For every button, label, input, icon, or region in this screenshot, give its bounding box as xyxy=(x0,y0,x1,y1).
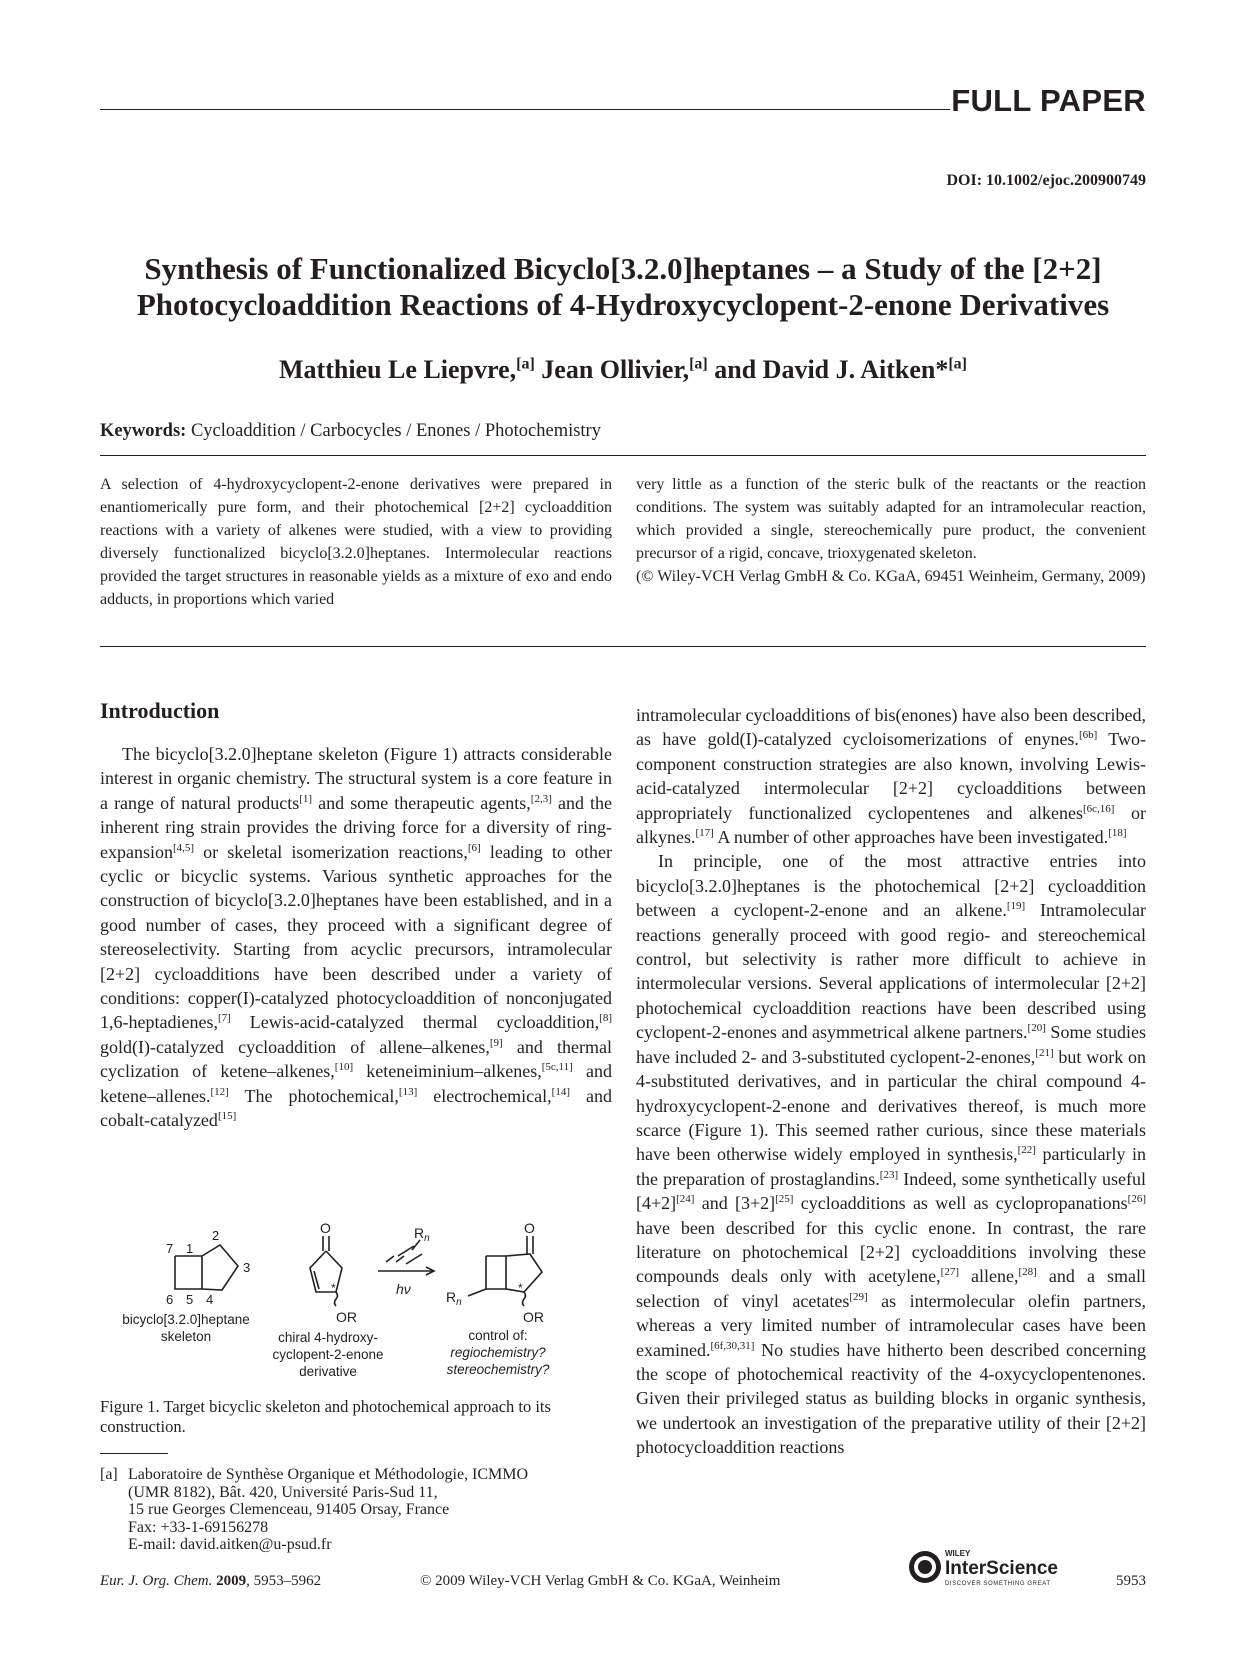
abstract-text-right: very little as a function of the steric bulk of the reactants or the reaction conditions. The system was suitably adapted for an intramolecular reaction, which provided a single, stereochemically pure product, the convenient precursor of a rigid, concave, trioxygenated skeleton. xyxy=(636,476,1146,562)
skeleton-label: bicyclo[3.2.0]heptane xyxy=(122,1312,250,1327)
header-rule xyxy=(100,109,950,110)
footer-copyright: © 2009 Wiley-VCH Verlag GmbH & Co. KGaA, Weinheim xyxy=(420,1573,781,1589)
control-label: control of: xyxy=(468,1328,528,1343)
atom-label: 5 xyxy=(186,1292,194,1307)
chiral-label: derivative xyxy=(299,1364,357,1379)
logo-main-text: InterScience xyxy=(945,1558,1058,1579)
figure-1-caption: Figure 1. Target bicyclic skeleton and photochemical approach to its construction. xyxy=(100,1397,551,1436)
product-cyclopentane xyxy=(506,1254,542,1292)
abstract-bottom-rule xyxy=(100,646,1146,647)
cyclopentane-ring xyxy=(202,1245,238,1290)
rn-label: $R_n$ xyxy=(414,1225,430,1244)
intro-paragraph-continued: intramolecular cycloadditions of bis(enones) have also been described, as have gold(I)-catalyzed cycloisomerizations of enynes.[6b] Two-component construction strategies are also known, involving Lewis-acid-catalyzed intermolecular [2+2] cycloadditions between appropriately functionalized cyclopentenes and alkenes[6c,16] or alkynes.[17] A number of other approaches have been investigated.[18] xyxy=(636,705,1146,848)
keywords-list: Cycloaddition / Carbocycles / Enones / Photochemistry xyxy=(190,421,601,441)
affiliation-mark: [a] xyxy=(948,355,967,373)
footnote-email[interactable]: E-mail: david.aitken@u-psud.fr xyxy=(128,1536,332,1554)
intro-left-column xyxy=(100,742,612,1133)
atom-label: 2 xyxy=(212,1228,220,1243)
figure-1-scheme xyxy=(110,1218,610,1388)
intro-paragraph-1: The bicyclo[3.2.0]heptane skeleton (Figure 1) attracts considerable interest in organic chemistry. The structural system is a core feature in a range of natural products[1] and some therapeutic agents,[2,3] and the inherent ring strain provides the driving force for a diversity of ring-expansion[4,5] or skeletal isomerization reactions,[6] leading to other cyclic or bicyclic systems. Various synthetic approaches for the construction of bicyclo[3.2.0]heptanes have been established, and in a good number of cases, they proceed with a significant degree of stereoselectivity. Starting from acyclic precursors, intramolecular [2+2] cycloadditions have been described under a variety of conditions: copper(I)-catalyzed photocycloaddition of nonconjugated 1,6-heptadienes,[7] Lewis-acid-catalyzed thermal cycloaddition,[8] gold(I)-catalyzed cycloaddition of allene–alkenes,[9] and thermal cyclization of ketene–alkenes,[10] keteneiminium–alkenes,[5c,11] and ketene–allenes.[12] The photochemical,[13] electrochemical,[14] and cobalt-catalyzed[15] xyxy=(100,744,613,1131)
hv-label: hν xyxy=(396,1281,411,1297)
keywords-label: Keywords: xyxy=(100,421,187,441)
abstract-left xyxy=(100,473,612,611)
atom-label: 1 xyxy=(186,1241,194,1256)
interscience-logo xyxy=(905,1543,1065,1591)
author-name[interactable]: and David J. Aitken* xyxy=(714,355,949,384)
chiral-label: chiral 4-hydroxy- xyxy=(278,1330,378,1345)
footnote-line: Fax: +33-1-69156278 xyxy=(128,1518,269,1536)
abstract-text-left: A selection of 4-hydroxycyclopent-2-enone derivatives were prepared in enantiomerically pure form, and their photochemical [2+2] cycloaddition reactions with a variety of alkenes were studied, with a view to providing diversely functionalized bicyclo[3.2.0]heptanes. Intermolecular reactions provided the target structures in reasonable yields as a mixture of exo and endo adducts, in proportions which varied xyxy=(100,476,612,608)
article-title xyxy=(100,251,1146,323)
logo-tagline: DISCOVER SOMETHING GREAT xyxy=(945,1581,1051,1587)
author-name[interactable]: Matthieu Le Liepvre, xyxy=(279,355,517,384)
abstract-copyright: (© Wiley-VCH Verlag GmbH & Co. KGaA, 69451 Weinheim, Germany, 2009) xyxy=(636,568,1146,585)
logo-top-text: WILEY xyxy=(945,1549,971,1558)
control-label: stereochemistry? xyxy=(446,1362,550,1377)
skeleton-label: skeleton xyxy=(160,1329,212,1344)
oxygen-label: O xyxy=(320,1220,331,1236)
affiliation-mark: [a] xyxy=(516,355,535,373)
section-heading-introduction: Introduction xyxy=(100,698,220,723)
atom-label: 6 xyxy=(166,1292,174,1307)
author-list xyxy=(100,355,1146,385)
page-number: 5953 xyxy=(1116,1573,1146,1589)
abstract-right xyxy=(636,473,1146,588)
intro-right-column xyxy=(636,703,1146,1460)
rn-label: $R_n$ xyxy=(446,1289,462,1308)
section-label: FULL PAPER xyxy=(951,83,1146,118)
doi[interactable]: DOI: 10.1002/ejoc.200900749 xyxy=(946,172,1146,189)
footer-citation: Eur. J. Org. Chem. 2009, 5953–5962 xyxy=(100,1573,322,1589)
oxygen-label: O xyxy=(524,1220,535,1236)
product-cyclobutane xyxy=(486,1256,506,1289)
footnote-line: 15 rue Georges Clemenceau, 91405 Orsay, France xyxy=(128,1501,450,1519)
atom-label: 7 xyxy=(166,1241,174,1256)
title-line-2: Photocycloaddition Reactions of 4-Hydroxycyclopent-2-enone Derivatives xyxy=(136,287,1110,322)
intro-paragraph-2: In principle, one of the most attractive entries into bicyclo[3.2.0]heptanes is the photochemical [2+2] cycloaddition between a cyclopent-2-enone and an alkene.[19] Intramolecular reactions generally proceed with good regio- and stereochemical control, but selectivity is rather more difficult to achieve in intermolecular versions. Several applications of intermolecular [2+2] photochemical cycloaddition reactions have been described using cyclopent-2-enones and asymmetrical alkene partners.[20] Some studies have included 2- and 3-substituted cyclopent-2-enones,[21] but work on 4-substituted derivatives, and in particular the chiral compound 4-hydroxycyclopent-2-enone and derivatives thereof, is much more scarce (Figure 1). This seemed rather curious, since these materials have been otherwise widely employed in synthesis,[22] particularly in the preparation of prostaglandins.[23] Indeed, some synthetically useful [4+2][24] and [3+2][25] cycloadditions as well as cyclopropanations[26] have been described for this cyclic enone. In contrast, the rare literature on photochemical [2+2] cycloadditions involving these compounds deals only with acetylene,[27] allene,[28] and a small selection of vinyl acetates[29] as intermolecular olefin partners, whereas a very limited number of intramolecular cases have been examined.[6f,30,31] No studies have hitherto been described concerning the scope of photochemical reactivity of the 4-oxycyclopentenones. Given their privileged status as building blocks in organic synthesis, we undertook an investigation of the preparative utility of their [2+2] photocycloaddition reactions xyxy=(636,851,1146,1458)
or-label: OR xyxy=(523,1309,544,1325)
abstract-top-rule xyxy=(100,455,1146,456)
title-line-1: Synthesis of Functionalized Bicyclo[3.2.0]heptanes – a Study of the [2+2] xyxy=(144,251,1102,286)
footnote-line: (UMR 8182), Bât. 420, Université Paris-Sud 11, xyxy=(128,1483,438,1501)
stereo-star: * xyxy=(331,1281,336,1295)
atom-label: 4 xyxy=(206,1292,214,1307)
affiliation-footnote xyxy=(100,1466,612,1554)
atom-label: 3 xyxy=(243,1260,251,1275)
stereo-star: * xyxy=(518,1281,523,1295)
chiral-label: cyclopent-2-enone xyxy=(272,1347,384,1362)
footnote-tag: [a] xyxy=(100,1466,118,1483)
footnote-rule xyxy=(100,1453,168,1454)
cyclobutane-ring xyxy=(175,1256,202,1289)
or-label: OR xyxy=(336,1309,357,1325)
affiliation-mark: [a] xyxy=(689,355,708,373)
keywords xyxy=(100,421,601,442)
control-label: regiochemistry? xyxy=(450,1345,546,1360)
footnote-line: Laboratoire de Synthèse Organique et Méthodologie, ICMMO xyxy=(128,1466,529,1483)
author-name[interactable]: Jean Ollivier, xyxy=(541,355,690,384)
